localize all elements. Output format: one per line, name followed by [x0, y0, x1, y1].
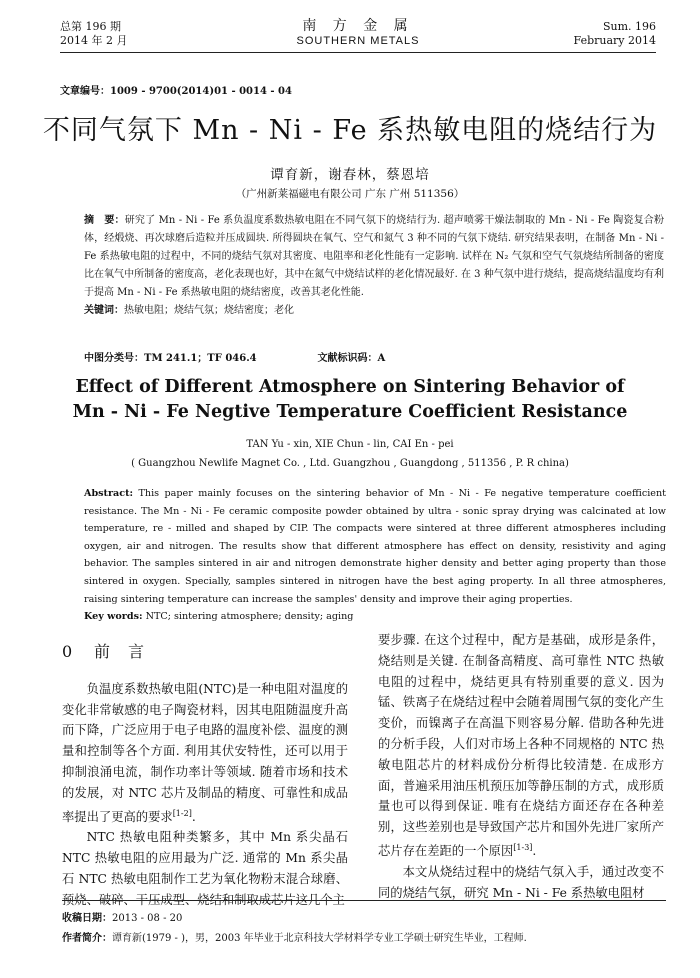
citation: [1-3]	[513, 842, 533, 852]
authors-en: TAN Yu - xin, XIE Chun - lin, CAI En - pei	[246, 439, 454, 450]
citation: [1-2]	[172, 808, 192, 818]
title-en	[0, 375, 700, 425]
paragraph	[378, 630, 664, 862]
paragraph-text: 要步骤. 在这个过程中，配方是基础，成形是条件，烧结则是关键. 在制备高精度、高可靠性 NTC 热敏电阻的过程中，烧结更具有特别重要的意义. 因为锰、铁离子在烧结过程中会随着周围气氛的变化产生变价，而镍离子在高温下则容易分解. 借助各种先进的分析手段，人们对市场上各种不同规格的 NTC 热敏电阻芯片的材料成份分析得比较清楚. 在成形方面，普遍采用油压机预压加等静压制的方式，成形质量也可以得到保证. 唯有在烧结方面还存在各种差别，这些差别也是导致国产芯片和国外先进厂家所产芯片存在差距的一个原因	[378, 633, 664, 859]
keywords-en-text: NTC; sintering atmosphere; density; aging	[145, 611, 354, 623]
title-cn: 不同气氛下 Mn - Ni - Fe 系热敏电阻的烧结行为	[42, 115, 658, 146]
paragraph-text: 负温度系数热敏电阻(NTC)是一种电阻对温度的变化非常敏感的电子陶瓷材料，因其电阻随温度升高而下降，广泛应用于电子电路的温度补偿、温度的测量和控制等各个方面. 利用其伏安特性，还可以用于抑制浪涌电流，制作功率计等领域. 随着市场和技术的发展，对 NTC 芯片及制品的精度、可靠性和成品率提出了更高的要求	[62, 681, 348, 824]
paragraph	[62, 679, 348, 828]
abstract-cn-label: 摘 要：	[84, 215, 125, 226]
received-date: 2013 - 08 - 20	[112, 913, 183, 924]
affiliation-en: ( Guangzhou Newlife Magnet Co. , Ltd. Guangzhou , Guangdong , 511356 , P. R china)	[131, 458, 569, 469]
paragraph	[378, 862, 664, 904]
author-bio: 谭育新(1979 - )，男，2003 年毕业于北京科技大学材料学专业工学硕士研究生毕业，工程师.	[112, 933, 527, 944]
body-column-right	[378, 630, 664, 903]
body-column-left	[62, 630, 348, 911]
header-right	[574, 20, 656, 48]
title-en-line2: Mn - Ni - Fe Negtive Temperature Coefficient Resistance	[72, 402, 628, 422]
abstract-cn	[84, 212, 664, 320]
issue-date-en: February 2014	[573, 34, 656, 47]
affiliation-cn: （广州新莱福磁电有限公司 广东 广州 511356）	[235, 188, 465, 200]
issue-number-cn: 总第 196 期	[60, 20, 121, 33]
running-header	[60, 12, 656, 53]
received-label: 收稿日期：	[62, 913, 112, 924]
footnote	[62, 900, 666, 949]
paragraph	[62, 827, 348, 910]
author-bio-line	[62, 929, 666, 949]
clc-code: TM 241.1；TF 046.4	[144, 353, 257, 364]
title-en-line1: Effect of Different Atmosphere on Sintering Behavior of	[75, 377, 625, 397]
keywords-en-label: Key words:	[84, 611, 143, 623]
doc-code: A	[377, 353, 386, 364]
journal-name-en: SOUTHERN METALS	[296, 35, 420, 47]
classification-line	[84, 349, 664, 364]
section-number: 0	[62, 642, 74, 661]
section-title: 前 言	[94, 642, 146, 661]
journal-name-cn: 南 方 金 属	[302, 18, 414, 34]
keywords-cn-label: 关键词：	[84, 305, 124, 316]
article-number: 文章编号：1009 - 9700(2014)01 - 0014 - 04	[60, 86, 292, 97]
paragraph-text: 本文从烧结过程中的烧结气氛入手，通过改变不同的烧结气氛，研究 Mn - Ni - Fe 系热敏电阻材	[378, 864, 664, 900]
received-date-line	[62, 909, 666, 929]
clc-label: 中图分类号：	[84, 353, 144, 364]
bio-label: 作者简介：	[62, 933, 112, 944]
abstract-en-text: This paper mainly focuses on the sintering behavior of Mn - Ni - Fe negative temperature coefficient resistance. The Mn - Ni - Fe ceramic composite powder obtained by ultra - sonic spray drying was calcinated at low temperature, re - milled and shaped by CIP. The compacts were sintered at three different atmospheres including oxygen, air and nitrogen. The results show that different atmosphere has effect on density, resistivity and aging behavior. The samples sintered in air and nitrogen demonstrate higher density and better aging property than those sintered in oxygen. Specially, samples sintered in nitrogen have the best aging property. In all three atmospheres, raising sintering temperature can increase the samples' density and improve their aging properties.	[84, 488, 667, 605]
paragraph-tail: .	[532, 844, 537, 859]
abstract-cn-text: 研究了 Mn - Ni - Fe 系负温度系数热敏电阻在不同气氛下的烧结行为. 超声喷雾干燥法制取的 Mn - Ni - Fe 陶瓷复合粉体，经煅烧、再次球磨后造粒并压成圆块. 所得圆块在氧气、空气和氮气 3 种不同的气氛下烧结. 研究结果表明，在制备 Mn - Ni - Fe 系热敏电阻的过程中，不同的烧结气氛对其密度、电阻率和老化性能有一定影响. 试样在 N₂ 气氛和空气气氛烧结所制备的密度比在氧气中所制备的密度高，老化表现也好，其中在氮气中烧结试样的老化情况最好. 在 3 种气氛中进行烧结，提高烧结温度均有利于提高 Mn - Ni - Fe 系热敏电阻的烧结密度，改善其老化性能.	[84, 215, 664, 298]
paragraph-text: NTC 热敏电阻种类繁多，其中 Mn 系尖晶石 NTC 热敏电阻的应用最为广泛. 通常的 Mn 系尖晶石 NTC 热敏电阻制作工艺为氧化物粉末混合球磨、预烧、破碎、干压成型、烧结和制取成芯片这几个主	[62, 830, 348, 907]
keywords-cn-text: 热敏电阻；烧结气氛；烧结密度；老化	[124, 305, 294, 316]
section-heading	[62, 642, 348, 663]
issue-number-en: Sum. 196	[602, 20, 656, 33]
paragraph-tail: .	[191, 809, 196, 824]
doc-code-label: 文献标识码：	[317, 353, 378, 364]
authors-cn: 谭育新，谢春林，蔡恩培	[270, 167, 430, 183]
abstract-en-label: Abstract:	[84, 488, 134, 499]
header-center	[60, 18, 656, 48]
issue-date-cn: 2014 年 2 月	[60, 34, 128, 47]
abstract-en	[84, 485, 666, 626]
